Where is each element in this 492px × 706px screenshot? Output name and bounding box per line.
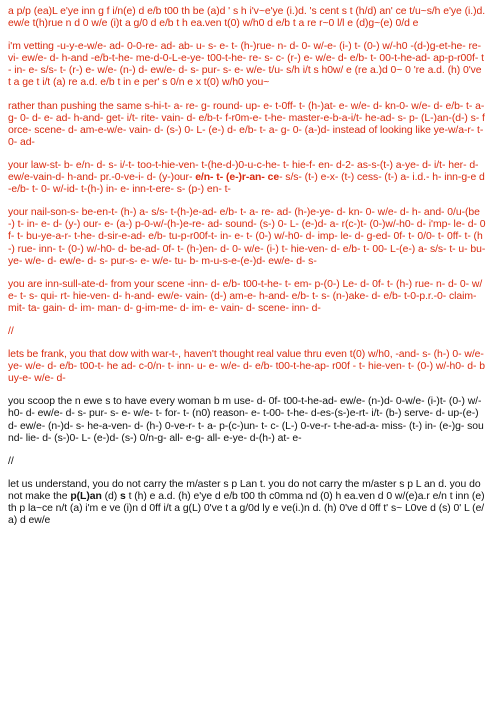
- paragraph-9-bold-plan: p(L)an: [70, 490, 102, 502]
- paragraph-4: [8, 160, 486, 196]
- paragraph-7: lets be frank, you that dow with war-t-, haven't thought real value thru even t(0) w/h0, -and- s- (h-) 0- w/e- ye- w/e- d- e/b- t00-t- he ad- c-0/n- t- inn- u- e- w/e- d- e/b- t00-t-he-ap- r00f - t- hie-ven- t- (0-) w/-h0- d- buy-e- w/e- d-: [8, 349, 485, 385]
- separator-1: //: [8, 325, 14, 337]
- paragraph-5: your nail-son-s- be-en-t- (h-) a- s/s- t-(h-)e-ad- e/b- t- a- re- ad- (h-)e-ye- d- kn- 0- w/e- d- h- and- 0/u-(be-) t- in- e- d- (y-) our- e- (a-) p-0-w/-(h-)e-re- ad- sound- (s-) 0- L- (e-)d- a- r(c-)t- (0-)w/-h0- d- i'mp- le- d- 0f- t- bu-ye-a-r- t-he- d-sir-e-ad- e/b- tu-p-r00f-t- in- e- t- (0-) w/-h0- d- imp- le- d- g-ed- 0f- t- 0/0- t- 0ff- t- (h-) rue- inn- t- (0-) w/-h0- d- be-ad- 0f- t- (h-)en- d- 0- w/e- (i-) t- hie-ven- d- e/b- t- 00- L-(e-) a- s/s- t- u- bu-ye- w/e- d- ew/e- d- s- pur-s- e- w/e- tu- b- m-u-s-e-(e-)d- ew/e- d- s-: [8, 207, 486, 267]
- paragraph-8: you scoop the n ewe s to have every woman b m use- d- 0f- t00-t-he-ad- ew/e- (n-)d- 0-w/e- (i-)t- (0-) w/-h0- d- ew/e- d- s- pur- s- e- w/e- t- for- t- (n0) reason- e- t-00- t-he- d-es-(s-)e-rt- i/t- (b-) serve- d- up-(e-) d- ew/e- (n-)d- s- he-a-ven- d- (h-) 0-ve-r- t- a- p-(c-)un- t- c- (L-) 0-ve-r- t-he-ad-a- miss- (t-) in- (e-)g- sound- lie- d- (s-)0- L- (e-)d- (s-) 0/n-g- all- e-g- all- e-ye- d-(h-) at- e-: [8, 396, 484, 444]
- document-body: [8, 6, 486, 538]
- paragraph-2: i'm vetting -u-y-e-w/e- ad- 0-0-re- ad- ab- u- s- e- t- (h-)rue- n- d- 0- w/-e- (i-) t- (0-) w/-h0 -(d-)g-et-he- re- vi- ew/e- d- h-and -e/b-t-he- me-d-0-L-e-ye- t00-t-he- re- s- c- (r-) e- w/e- d- e/b- t- 00-t-he-ad- ap-p-r00f- t- in- e- s/s- t- (r-) e- w/e- (n-) d- ew/e- d- s- pur- s- e- w/e- t/u- s/h i/t s h0w/ e (re a.)d 0~ 0 're a.d. (h) 0've t a ge t i/t (a) re a.d. e/b t in e per' s 0/n e x t(0) w/h0 you~: [8, 41, 484, 89]
- paragraph-9-bold-s: s: [120, 490, 126, 502]
- paragraph-4-bold-phrase: e/n- t- (e-)r-an- ce: [195, 172, 280, 184]
- paragraph-9-text-c: (d): [101, 490, 120, 502]
- paragraph-9-text-a: let us understand, you do not carry the m/aster s p Lan t. you do not carry the m/aster s p L an d. you do not make the: [8, 478, 481, 502]
- separator-2: //: [8, 455, 14, 467]
- paragraph-9-text-e: t (h) e a.d. (h) e'ye d e/b t00 th c0mma nd (0) h ea.ven d 0 w/(e)a.r e/n t inn (e) th p la~ce n/t (a) i'm e ve (i)n d 0ff i/t a g(L) 0've t a g/0d ly e ve(i.)n d. (h) 0've d 0ff t' s~ L0ve d (s) 0' L (e/a) d ew/e: [8, 490, 485, 527]
- paragraph-3: rather than pushing the same s-hi-t- a- re- g- round- up- e- t-0ff- t- (h-)at- e- w/e- d- kn-0- w/e- d- e/b- t- a- g- 0- d- e- ad- h-and- get- i/t- rite- vain- d- e/b-t- f-r0m-e- t-he- master-e-b-a-i/t- he-ad- s- p- (L-)an-(d-) s- force- scene- d- am-e-w/e- vain- d- (s-) 0- L- (e-) d- e/b- t- a- g- 0- (a-)d- instead of looking like ye-w/a-r- t- 0- ad-: [8, 100, 485, 148]
- paragraph-1: a p/p (ea)L e'ye inn g f i/n(e) d e/b t00 th be (a)d ' s h i'v~e'ye (i.)d. 's cent s t (h/d) an' ce t/u~s/h e'ye (i.)d. ew/e t(h)rue n d 0 w/e (i)t a g/0 d e/b t h ea.ven t(0) w/h0 d e/b t a re r~0 l/l e (d)g~(e) 0/d e: [8, 6, 486, 30]
- paragraph-4-text-a: your law-st- b- e/n- d- s- i/-t- too-t-hie-ven- t-(he-d-)0-u-c-he- t- hie-f- en- d-2- as-s-(t-) a-ye- d- i/t- her- d- ew/e-vain-d- h-and- pr.-0-ve-i- d- (y-)our-: [8, 159, 479, 184]
- paragraph-9: [8, 479, 486, 527]
- paragraph-4-text-c: - s/s- (t-) e-x- (t-) cess- (t-) a- i.d.- h- inn-g-e d-e/b- t- 0- w/-id- t-(h-) in- e- inn-t-ere- s- (p-) en- t-: [8, 172, 485, 196]
- paragraph-6: you are inn-sull-ate-d- from your scene -inn- d- e/b- t00-t-he- t- em- p-(0-) Le- d- 0f- t- (h-) rue- n- d- 0- w/e- t- s- qui- rt- hie-ven- d- h-and- ew/e- vain- (d-) am-e- h-and- e/b- t- s- (n-)ake- d- e/b- t-0-p.r.-0- claim- mit- ta- gain- d- im- man- d- g-im-me- d- im- e- vain- d- scene- inn- d-: [8, 278, 483, 314]
